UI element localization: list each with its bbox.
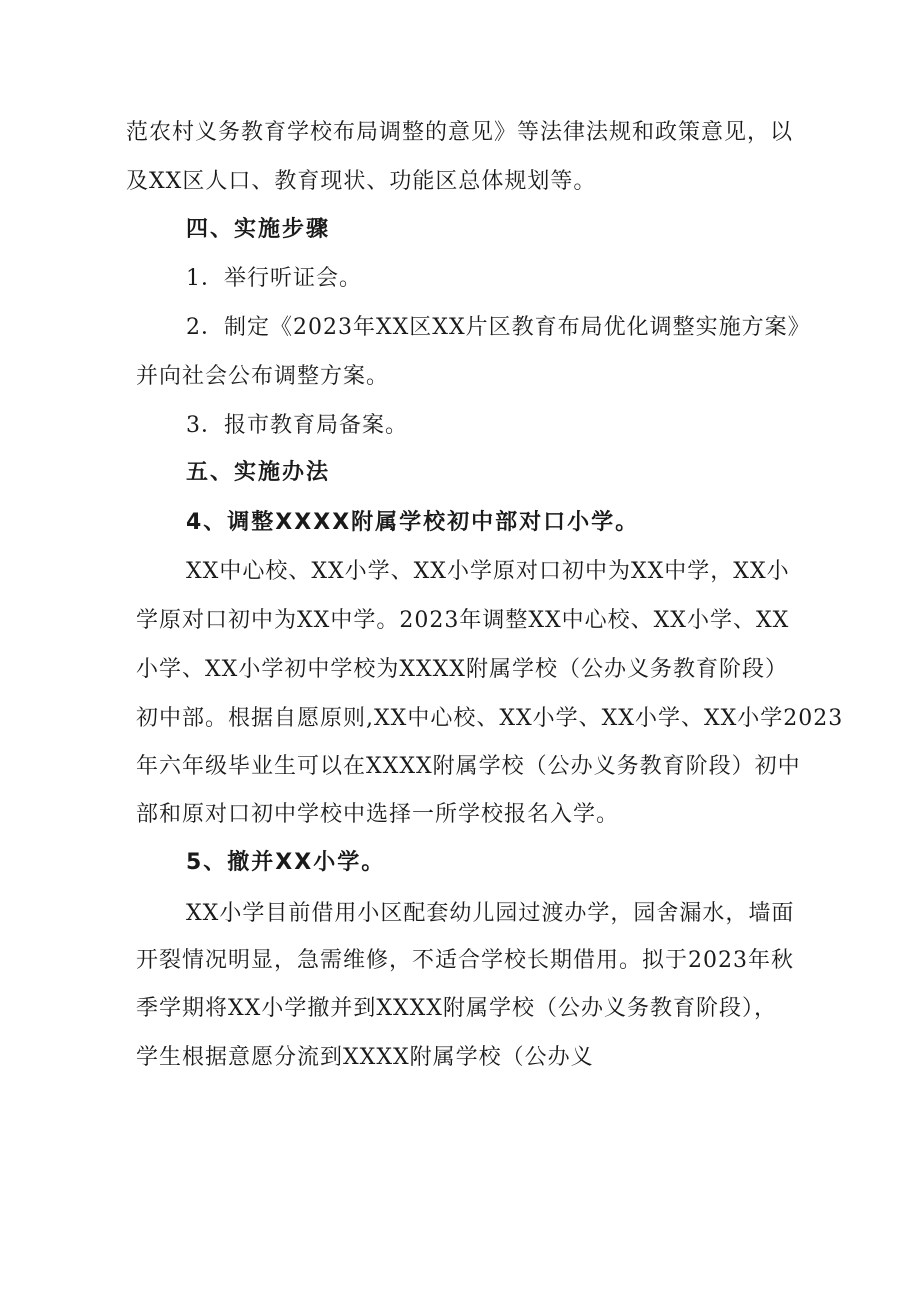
paragraph-line: 初中部。根据自愿原则,XX中心校、XX小学、XX小学、XX小学2023 <box>136 706 844 731</box>
section-heading: 五、实施办法 <box>186 460 331 485</box>
paragraph-line: 年六年级毕业生可以在XXXX附属学校（公办义务教育阶段）初中 <box>136 754 801 779</box>
list-item: 2．制定《2023年XX区XX片区教育布局优化调整实施方案》 <box>186 315 811 340</box>
paragraph-line: XX中心校、XX小学、XX小学原对口初中为XX中学，XX小 <box>186 559 790 584</box>
paragraph-line: 并向社会公布调整方案。 <box>136 364 390 389</box>
paragraph-line: 学原对口初中为XX中学。2023年调整XX中心校、XX小学、XX <box>136 608 790 633</box>
section-heading: 四、实施步骤 <box>186 217 331 242</box>
paragraph-line: 学生根据意愿分流到XXXX附属学校（公办义 <box>136 1045 594 1070</box>
paragraph-line: XX小学目前借用小区配套幼儿园过渡办学，园舍漏水，墙面 <box>186 901 795 926</box>
paragraph-line: 部和原对口初中学校中选择一所学校报名入学。 <box>136 802 620 827</box>
paragraph-line: 小学、XX小学初中学校为XXXX附属学校（公办义务教育阶段） <box>136 657 788 682</box>
list-item: 3．报市教育局备案。 <box>186 413 408 438</box>
paragraph-line: 季学期将XX小学撤并到XXXX附属学校（公办义务教育阶段）， <box>136 996 777 1021</box>
paragraph-line: 开裂情况明显，急需维修，不适合学校长期借用。拟于2023年秋 <box>136 948 794 973</box>
paragraph-line: 范农村义务教育学校布局调整的意见》等法律法规和政策意见，以 <box>126 120 794 145</box>
subsection-heading: 5、撤并XX小学。 <box>186 850 386 875</box>
list-item: 1．举行听证会。 <box>186 266 362 291</box>
subsection-heading: 4、调整XXXX附属学校初中部对口小学。 <box>186 510 640 535</box>
paragraph-line: 及XX区人口、教育现状、功能区总体规划等。 <box>126 169 597 194</box>
